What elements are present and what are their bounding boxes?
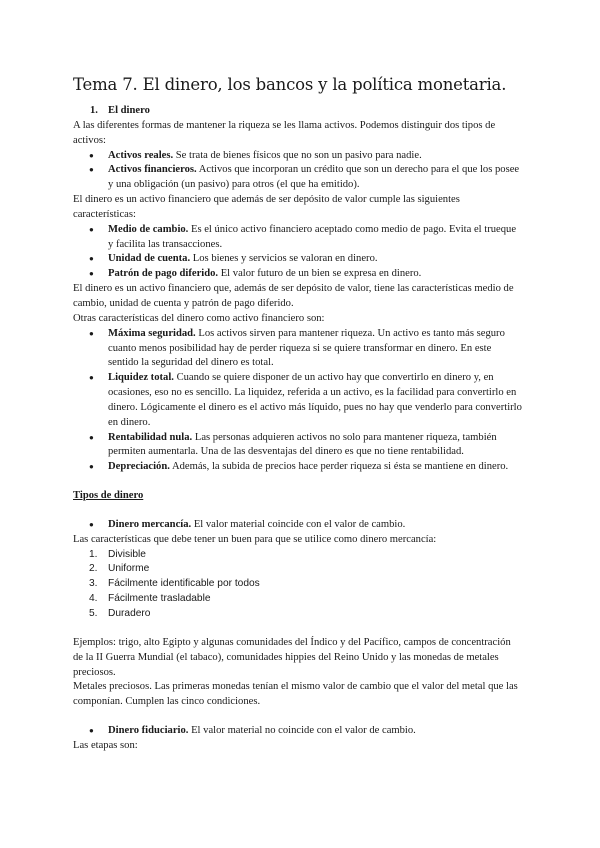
page-title: Tema 7. El dinero, los bancos y la política monetaria.: [73, 75, 507, 94]
bullet-list: [73, 223, 523, 282]
list-item: ● Activos financieros. Activos que incorporan un crédito que son un derecho para el que los posee y una obligación (un pasivo) para otros (el que ha emitido).: [73, 163, 523, 193]
list-item: 1. Divisible: [89, 548, 146, 560]
list-item: ● Dinero mercancía. El valor material coincide con el valor de cambio.: [73, 518, 523, 533]
list-item: ● Medio de cambio. Es el único activo financiero aceptado como medio de pago. Evita el trueque y facilita las transacciones.: [73, 223, 523, 253]
list-item: ● Patrón de pago diferido. El valor futuro de un bien se expresa en dinero.: [73, 267, 523, 282]
paragraph: Ejemplos: trigo, alto Egipto y algunas comunidades del Índico y del Pacífico, campos de concentración de la II Guerra Mundial (el tabaco), comunidades hippies del Reino Unido y las monedas de metales preciosos.: [73, 636, 511, 678]
list-item: ● Activos reales. Se trata de bienes físicos que no son un pasivo para nadie.: [73, 149, 523, 164]
list-item: ● Depreciación. Además, la subida de precios hace perder riqueza si ésta se mantiene en dinero.: [73, 460, 523, 475]
list-item: ● Rentabilidad nula. Las personas adquieren activos no solo para mantener riqueza, también permiten aumentarla. Una de las desventajas del dinero es que no tiene rentabilidad.: [73, 431, 523, 461]
paragraph: Metales preciosos. Las primeras monedas tenían el mismo valor de cambio que el valor del metal que las componían. Cumplen las cinco condiciones.: [73, 681, 518, 708]
section-heading: 1. El dinero: [90, 105, 150, 116]
paragraph: Las etapas son:: [73, 739, 138, 751]
document-body: [73, 104, 523, 754]
list-item: 5. Duradero: [89, 608, 151, 619]
paragraph: El dinero es un activo financiero que, además de ser depósito de valor, tiene las características medio de cambio, unidad de cuenta y patrón de pago diferido.: [73, 283, 514, 309]
paragraph: Otras características del dinero como activo financiero son:: [73, 312, 325, 324]
list-item: ● Máxima seguridad. Los activos sirven para mantener riqueza. Un activo es tanto más seguro cuanto menos posibilidad hay de perder riqueza si se quiere transformar en dinero. En este sentido la seguridad del dinero es total.: [73, 327, 523, 372]
list-item: ● Dinero fiduciario. El valor material no coincide con el valor de cambio.: [73, 724, 523, 739]
numbered-list: [73, 548, 523, 622]
list-item: 4. Fácilmente trasladable: [89, 593, 211, 605]
bullet-list: [73, 518, 523, 533]
paragraph: El dinero es un activo financiero que además de ser depósito de valor cumple las siguientes características:: [73, 194, 460, 220]
bullet-list: [73, 327, 523, 475]
list-item: 3. Fácilmente identificable por todos: [89, 578, 260, 590]
list-item: 2. Uniforme: [89, 563, 150, 575]
paragraph: Las características que debe tener un buen para que se utilice como dinero mercancía:: [73, 533, 437, 545]
bullet-list: [73, 149, 523, 194]
paragraph: A las diferentes formas de mantener la riqueza se les llama activos. Podemos distinguir dos tipos de activos:: [73, 119, 496, 146]
bullet-list: [73, 724, 523, 739]
list-item: ● Liquidez total. Cuando se quiere disponer de un activo hay que convertirlo en dinero y, en ocasiones, eso no es sencillo. La liquidez, referida a un activo, es la facilidad para convertirlo en dinero. Lógicamente el dinero es el activo más líquido, pues no hay que venderlo para convertirlo en dinero.: [73, 371, 523, 430]
list-item: ● Unidad de cuenta. Los bienes y servicios se valoran en dinero.: [73, 252, 523, 267]
subsection-heading: Tipos de dinero: [73, 490, 144, 502]
